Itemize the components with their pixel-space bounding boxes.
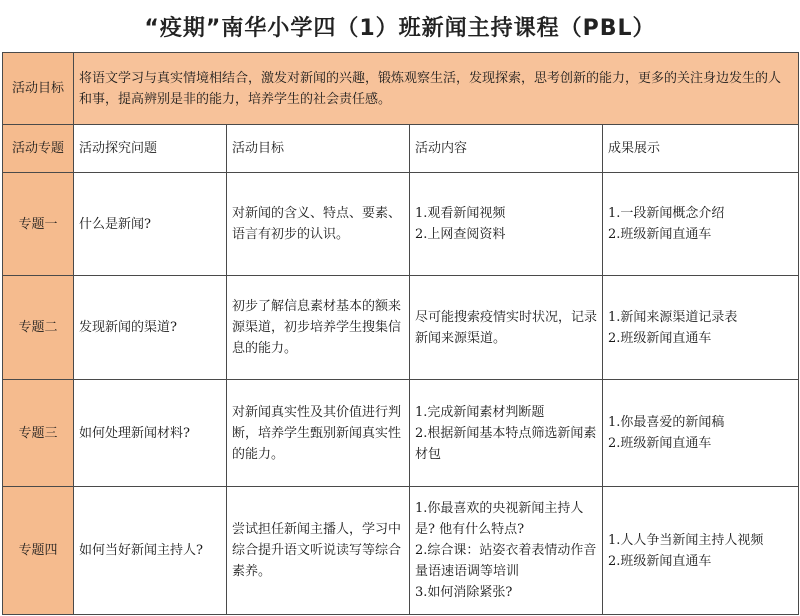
table-row xyxy=(3,173,799,276)
objective-cell: 对新闻的含义、特点、要素、语言有初步的认识。 xyxy=(227,173,410,276)
question-cell: 如何处理新闻材料? xyxy=(74,380,227,487)
topic-cell: 专题四 xyxy=(3,487,74,615)
objective-cell: 尝试担任新闻主播人，学习中综合提升语文听说读写等综合素养。 xyxy=(227,487,410,615)
topic-cell: 专题二 xyxy=(3,276,74,380)
topic-cell: 专题三 xyxy=(3,380,74,487)
objective-cell: 对新闻真实性及其价值进行判断，培养学生甄别新闻真实性的能力。 xyxy=(227,380,410,487)
goal-label: 活动目标 xyxy=(3,53,74,125)
course-table xyxy=(2,52,799,615)
result-cell: 1.人人争当新闻主持人视频 2.班级新闻直通车 xyxy=(603,487,799,615)
header-row xyxy=(3,125,799,173)
table-row xyxy=(3,276,799,380)
goal-text: 将语文学习与真实情境相结合，激发对新闻的兴趣，锻炼观察生活，发现探索，思考创新的能力，更多的关注身边发生的人和事，提高辨别是非的能力，培养学生的社会责任感。 xyxy=(74,53,799,125)
result-cell: 1.你最喜爱的新闻稿 2.班级新闻直通车 xyxy=(603,380,799,487)
goal-row xyxy=(3,53,799,125)
question-cell: 什么是新闻? xyxy=(74,173,227,276)
result-cell: 1.一段新闻概念介绍 2.班级新闻直通车 xyxy=(603,173,799,276)
question-cell: 发现新闻的渠道? xyxy=(74,276,227,380)
header-result: 成果展示 xyxy=(603,125,799,173)
header-topic: 活动专题 xyxy=(3,125,74,173)
content-cell: 1.完成新闻素材判断题 2.根据新闻基本特点筛选新闻素材包 xyxy=(410,380,603,487)
header-objective: 活动目标 xyxy=(227,125,410,173)
content-cell: 尽可能搜索疫情实时状况，记录新闻来源渠道。 xyxy=(410,276,603,380)
content-cell: 1.观看新闻视频 2.上网查阅资料 xyxy=(410,173,603,276)
content-cell: 1.你最喜欢的央视新闻主持人是? 他有什么特点? 2.综合课：站姿衣着表情动作音量语速语调等培训 3.如何消除紧张? xyxy=(410,487,603,615)
result-cell: 1.新闻来源渠道记录表 2.班级新闻直通车 xyxy=(603,276,799,380)
table-row xyxy=(3,487,799,615)
objective-cell: 初步了解信息素材基本的额来源渠道，初步培养学生搜集信息的能力。 xyxy=(227,276,410,380)
table-row xyxy=(3,380,799,487)
page-title: “疫期”南华小学四（1）班新闻主持课程（PBL） xyxy=(144,15,656,41)
question-cell: 如何当好新闻主持人? xyxy=(74,487,227,615)
topic-cell: 专题一 xyxy=(3,173,74,276)
header-content: 活动内容 xyxy=(410,125,603,173)
header-question: 活动探究问题 xyxy=(74,125,227,173)
